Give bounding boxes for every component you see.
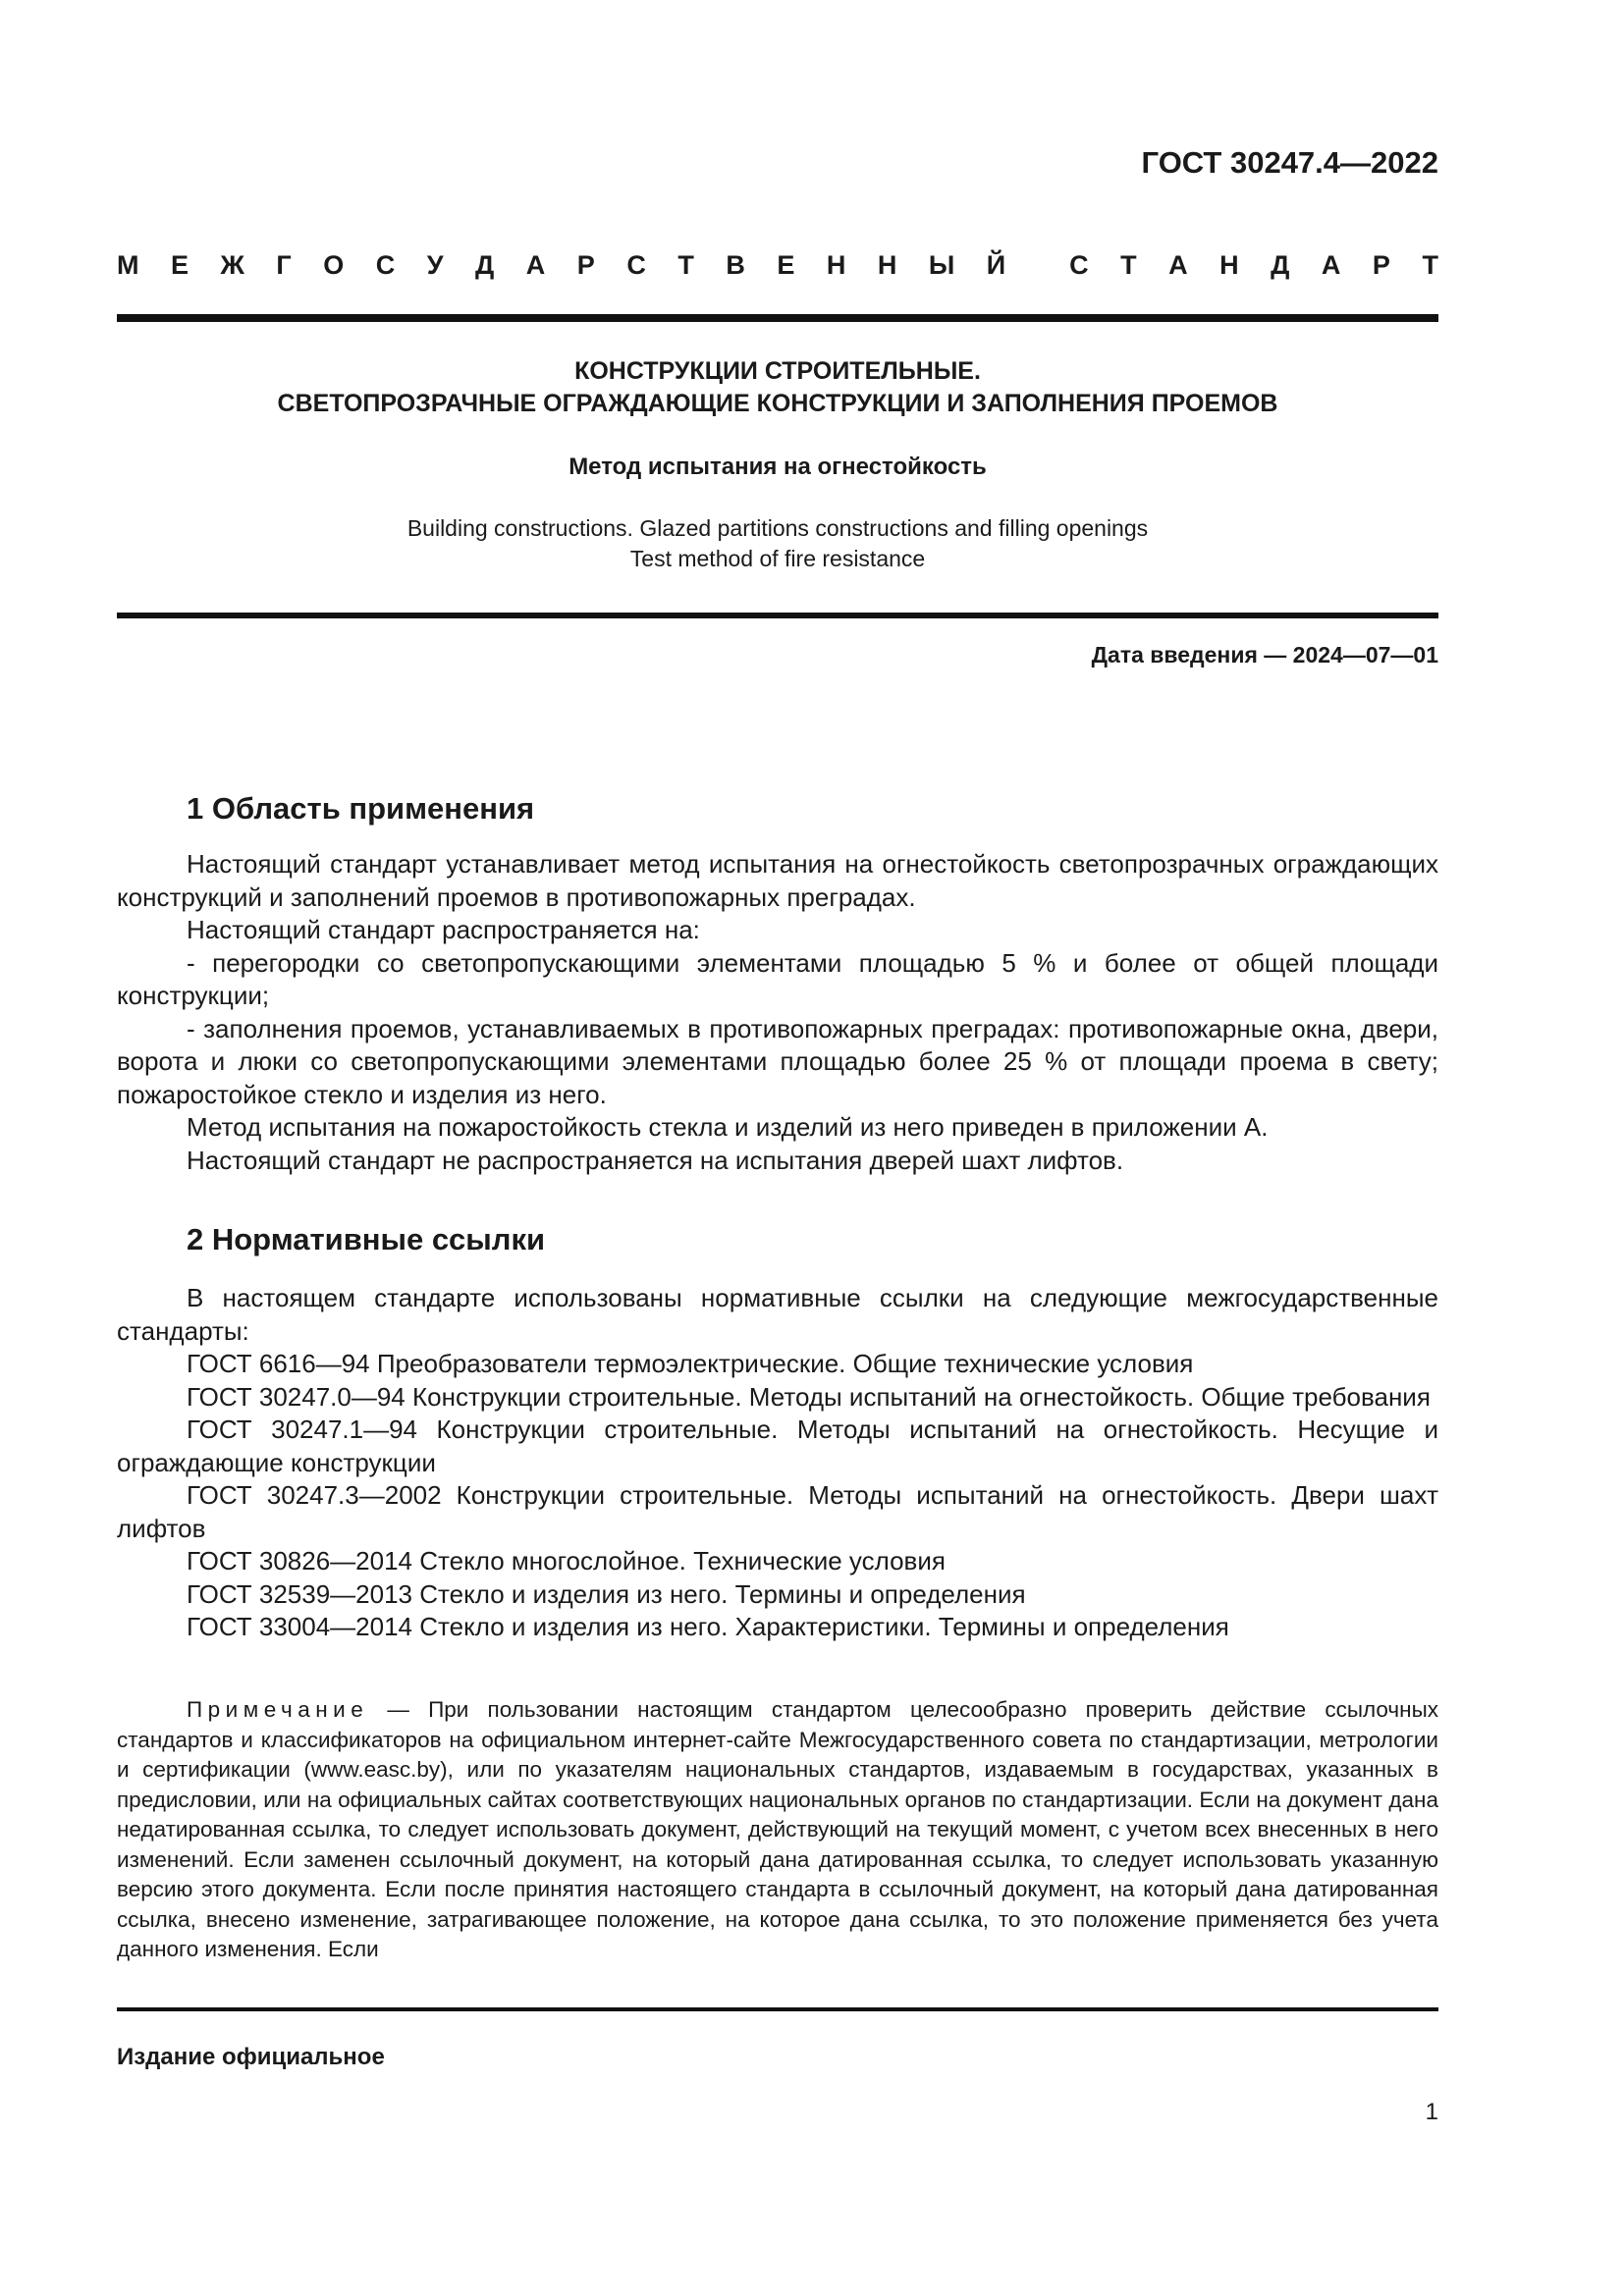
section-body-scope xyxy=(117,848,1438,1177)
standard-type-letter: М xyxy=(117,250,139,280)
section-heading-scope: 1 Область применения xyxy=(187,791,535,826)
standard-type-letter: Н xyxy=(877,250,897,280)
title-divider xyxy=(117,613,1438,618)
standard-type-letter: Д xyxy=(475,250,495,280)
note-label: Примечание xyxy=(187,1697,369,1722)
standard-type-letter: Р xyxy=(576,250,595,280)
english-title-line: Building constructions. Glazed partitions constructions and filling openings xyxy=(406,515,1149,541)
document-subtitle: Метод испытания на огнестойкость xyxy=(568,454,987,480)
standard-type-letter: В xyxy=(726,250,745,280)
standard-type-letter: Ы xyxy=(928,250,955,280)
official-edition-label: Издание официальное xyxy=(117,2044,385,2070)
standard-type-letter: Н xyxy=(826,250,846,280)
standard-type-letter: С xyxy=(626,250,646,280)
reference-item: ГОСТ 30826—2014 Стекло многослойное. Технические условия xyxy=(187,1546,946,1575)
standard-type-letter: А xyxy=(1321,250,1341,280)
standard-type-letter: Т xyxy=(1120,250,1137,280)
paragraph: Настоящий стандарт устанавливает метод испытания на огнестойкость светопрозрачных ограждающих конструкций и заполнений проемов в противопожарных преградах. xyxy=(117,849,1438,912)
section-body-references xyxy=(117,1282,1438,1644)
reference-item: ГОСТ 30247.3—2002 Конструкции строительные. Методы испытаний на огнестойкость. Двери шахт лифтов xyxy=(117,1480,1438,1543)
standard-type-letter: Т xyxy=(1422,250,1438,280)
footer-divider xyxy=(117,2007,1438,2011)
paragraph: Настоящий стандарт распространяется на: xyxy=(187,915,700,944)
paragraph: Настоящий стандарт не распространяется на испытания дверей шахт лифтов. xyxy=(187,1145,1124,1175)
note-text: — При пользовании настоящим стандартом целесообразно проверить действие ссылочных стандартов и классификаторов на официальном интернет-сайте Межгосударственного совета по стандартизации, метрологии и сертификации (www.easc.by), или по указателям национальных стандартов, издаваемым в государствах, указанных в предисловии, или на официальных сайтах соответствующих национальных органов по стандартизации. Если на документ дана недатированная ссылка, то следует использовать документ, действующий на текущий момент, с учетом всех внесенных в него изменений. Если заменен ссылочный документ, на который дана датированная ссылка, то следует использовать указанную версию этого документа. Если после принятия настоящего стандарта в ссылочный документ, на который дана датированная ссылка, внесено изменение, затрагивающее положение, на которое дана ссылка, то это положение применяется без учета данного изменения. Если xyxy=(117,1697,1438,1961)
standard-type-letter: С xyxy=(1069,250,1089,280)
paragraph: В настоящем стандарте использованы нормативные ссылки на следующие межгосударственные стандарты: xyxy=(117,1283,1438,1346)
standard-type-letter: О xyxy=(323,250,345,280)
reference-item: ГОСТ 33004—2014 Стекло и изделия из него. Характеристики. Термины и определения xyxy=(187,1612,1229,1641)
title-line: КОНСТРУКЦИИ СТРОИТЕЛЬНЫЕ. xyxy=(574,357,981,385)
reference-item: ГОСТ 30247.1—94 Конструкции строительные. Методы испытаний на огнестойкость. Несущие и ограждающие конструкции xyxy=(117,1415,1438,1477)
standard-type-letter: Т xyxy=(677,250,694,280)
standard-type-heading xyxy=(117,250,1438,290)
paragraph: - заполнения проемов, устанавливаемых в противопожарных преградах: противопожарные окна, двери, ворота и люки со светопропускающими элементами площадью более 25 % от площади проема в свету; пожаростойкое стекло и изделия из него. xyxy=(117,1013,1438,1109)
introduction-date: Дата введения — 2024—07—01 xyxy=(1091,642,1438,667)
document-title xyxy=(117,355,1438,420)
paragraph: - перегородки со светопропускающими элементами площадью 5 % и более от общей площади конструкции; xyxy=(117,947,1438,1010)
reference-item: ГОСТ 6616—94 Преобразователи термоэлектрические. Общие технические условия xyxy=(187,1349,1194,1378)
reference-item: ГОСТ 30247.0—94 Конструкции строительные. Методы испытаний на огнестойкость. Общие требования xyxy=(187,1381,1431,1412)
standard-type-letter: Ж xyxy=(220,250,244,280)
standard-type-letter: Д xyxy=(1271,250,1290,280)
section-heading-references: 2 Нормативные ссылки xyxy=(187,1222,546,1256)
note-block xyxy=(117,1695,1438,1965)
standard-type-letter: Г xyxy=(276,250,292,280)
document-page xyxy=(117,0,1438,2296)
paragraph: Метод испытания на пожаростойкость стекла и изделий из него приведен в приложении А. xyxy=(187,1112,1269,1142)
header-divider xyxy=(117,314,1438,322)
english-title-line: Test method of fire resistance xyxy=(629,546,926,571)
document-number: ГОСТ 30247.4—2022 xyxy=(1141,145,1438,180)
title-line: СВЕТОПРОЗРАЧНЫЕ ОГРАЖДАЮЩИЕ КОНСТРУКЦИИ И ЗАПОЛНЕНИЯ ПРОЕМОВ xyxy=(277,390,1278,417)
standard-type-letter: Й xyxy=(986,250,1006,280)
reference-item: ГОСТ 32539—2013 Стекло и изделия из него. Термины и определения xyxy=(187,1578,1026,1609)
standard-type-letter: С xyxy=(375,250,396,280)
standard-type-letter: А xyxy=(525,250,546,280)
english-title xyxy=(117,513,1438,574)
standard-type-letter: У xyxy=(426,250,444,280)
standard-type-letter: Р xyxy=(1372,250,1390,280)
standard-type-letter: Е xyxy=(171,250,189,280)
standard-type-letter: А xyxy=(1168,250,1188,280)
standard-type-letter: Е xyxy=(777,250,795,280)
page-number: 1 xyxy=(1425,2099,1438,2125)
standard-type-letter: Н xyxy=(1219,250,1239,280)
